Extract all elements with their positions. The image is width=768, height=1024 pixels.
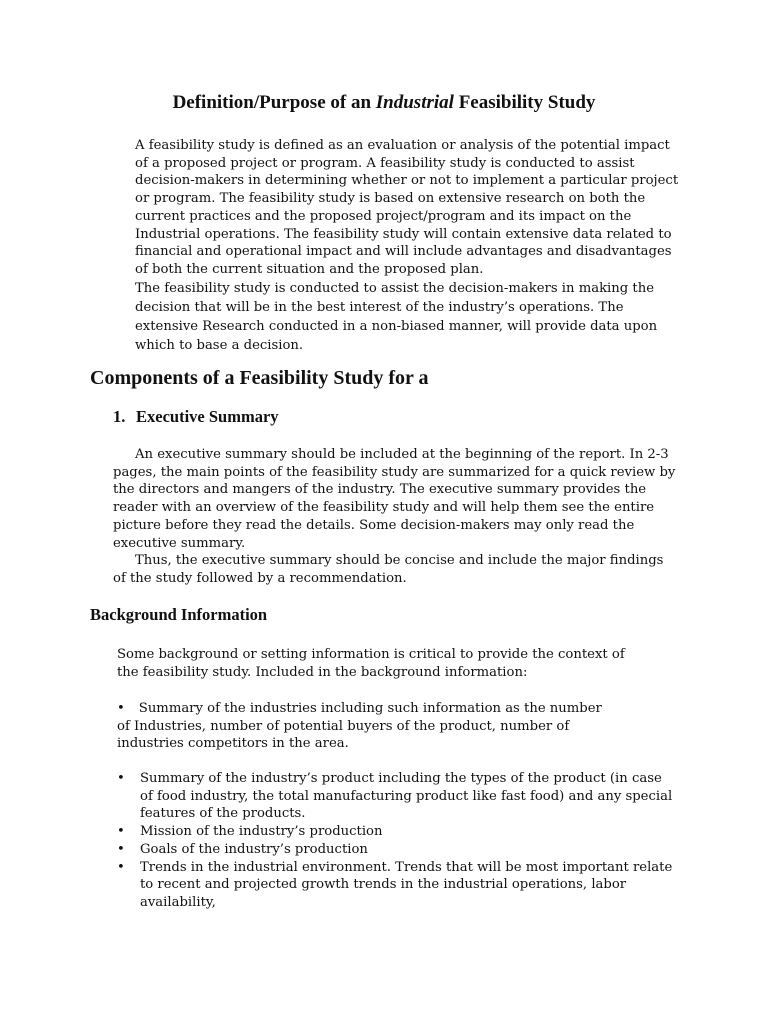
components-heading: Components of a Feasibility Study for a [90, 367, 429, 389]
executive-summary-section [113, 446, 678, 588]
background-intro: Some background or setting information is critical to provide the context of the feasibility study. Included in the background information: [117, 647, 625, 680]
list-item [117, 841, 677, 859]
title-prefix: Definition/Purpose of an [172, 92, 376, 113]
list-item-text: Summary of the industry’s product including the types of the product (in case of food industry, the total manufacturing product like fast food) and any special features of the products. [140, 771, 673, 822]
background-heading: Background Information [90, 605, 268, 624]
section-number: 1. [113, 407, 126, 426]
bullet-icon: • [117, 841, 125, 857]
bullet-icon: • [117, 824, 125, 840]
bullet-icon: • [117, 771, 125, 786]
list-item-text: Trends in the industrial environment. Trends that will be most important relate to recent and projected growth trends in the industrial operations, labor availability, [140, 859, 673, 910]
title-suffix: Feasibility Study [453, 92, 596, 113]
list-item-text: Goals of the industry’s production [140, 841, 368, 857]
executive-summary-title: Executive Summary [136, 407, 279, 426]
list-item [117, 823, 677, 841]
executive-summary-paragraph-1: An executive summary should be included at the beginning of the report. In 2-3 pages, the main points of the feasibility study are summarized for a quick review by the directors and mangers of the industry. The executive summary provides the reader with an overview of the feasibility study and will help them see the entire picture before they read the details. Some decision-makers may only read the executive summary. [113, 447, 676, 551]
list-item [117, 770, 677, 823]
bullet-text: Summary of the industries including such information as the number of Industries, number of potential buyers of the product, number of industries competitors in the area. [117, 701, 602, 752]
title-italic-word: Industrial [375, 92, 454, 113]
list-item [117, 859, 677, 912]
list-item-text: Mission of the industry’s production [140, 824, 383, 840]
intro-paragraph-2: The feasibility study is conducted to assist the decision-makers in making the decision that will be in the best interest of the industry’s operations. The extensive Research conducted in a non-biased manner, will provide data upon which to base a decision. [135, 280, 658, 353]
bullet-icon: • [117, 859, 125, 875]
page-title [0, 92, 768, 114]
intro-paragraph-1: A feasibility study is defined as an evaluation or analysis of the potential impact of a proposed project or program. A feasibility study is conducted to assist decision-makers in determining whether or not to implement a particular project or program. The feasibility study is based on extensive research on both the current practices and the proposed project/program and its impact on the Industrial operations. The feasibility study will contain extensive data related to financial and operational impact and will include advantages and disadvantages of both the current situation and the proposed plan. [135, 138, 679, 277]
intro-section [135, 137, 680, 355]
background-first-bullet [117, 700, 617, 753]
executive-summary-paragraph-2: Thus, the executive summary should be concise and include the major findings of the study followed by a recommendation. [113, 553, 664, 586]
bullet-icon: • [117, 701, 125, 716]
executive-summary-heading [113, 407, 279, 427]
background-bullet-list [117, 770, 677, 912]
